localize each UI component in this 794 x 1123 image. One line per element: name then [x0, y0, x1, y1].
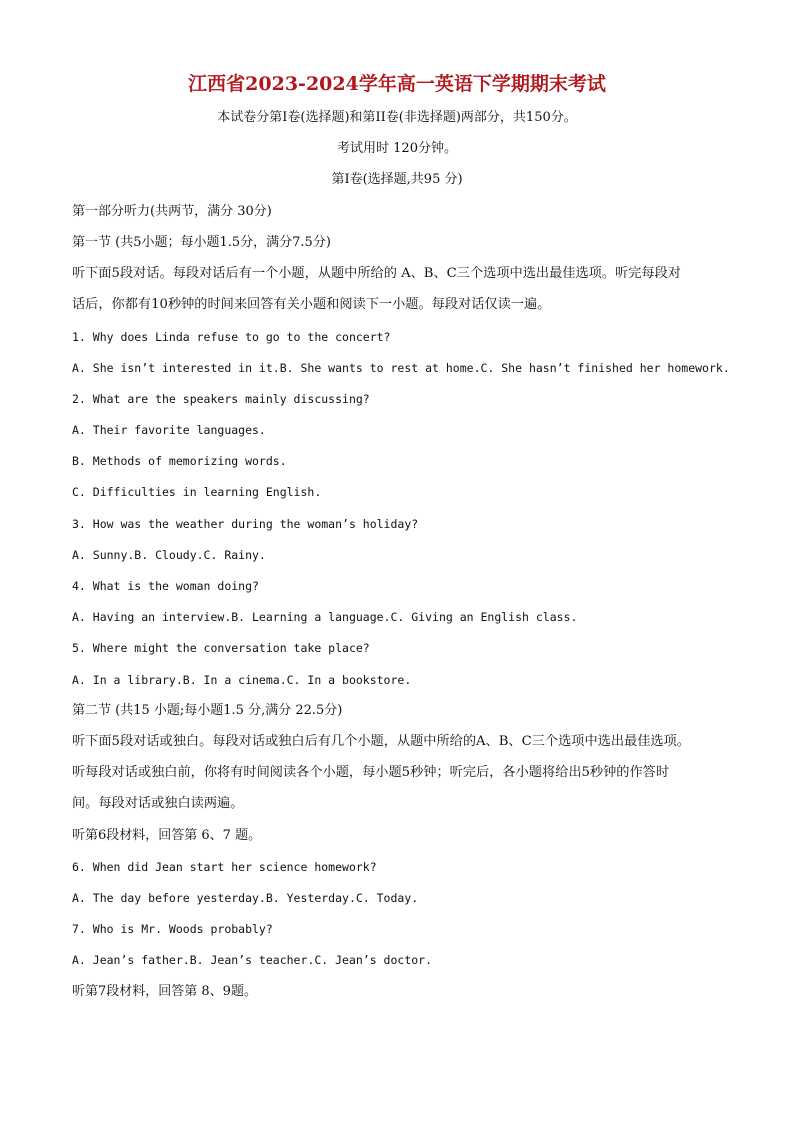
question-3: 3. How was the weather during the woman’s holiday?	[72, 517, 419, 531]
exam-intro-parts: 本试卷分第I卷(选择题)和第II卷(非选择题)两部分，共150分。	[217, 110, 577, 125]
question-5: 5. Where might the conversation take place?	[72, 641, 370, 655]
section-one-instructions: 听下面5段对话。每段对话后有一个小题，从题中所给的 A、B、C三个选项中选出最佳选项。听完每段对	[72, 266, 681, 281]
section-two-heading: 第二节 (共15 小题;每小题1.5 分,满分 22.5分)	[72, 703, 343, 718]
question-2-option-a: A. Their favorite languages.	[72, 423, 266, 437]
section-one-heading: 第一节 (共5小题；每小题1.5分，满分7.5分)	[72, 235, 331, 250]
material-7-heading: 听第7段材料，回答第 8、9题。	[72, 984, 257, 999]
section-two-instructions-end: 间。每段对话或独白读两遍。	[72, 796, 244, 811]
question-6-options: A. The day before yesterday.B. Yesterday.C. Today.	[72, 891, 419, 905]
material-6-heading: 听第6段材料，回答第 6、7 题。	[72, 828, 262, 843]
question-1: 1. Why does Linda refuse to go to the concert?	[72, 330, 391, 344]
question-2: 2. What are the speakers mainly discussing?	[72, 392, 370, 406]
section-one-instructions-cont: 话后，你都有10秒钟的时间来回答有关小题和阅读下一小题。每段对话仅读一遍。	[72, 297, 551, 312]
question-2-option-c: C. Difficulties in learning English.	[72, 485, 322, 499]
question-7: 7. Who is Mr. Woods probably?	[72, 922, 273, 936]
part-one-heading: 第一部分听力(共两节，满分 30分)	[72, 204, 272, 219]
question-4: 4. What is the woman doing?	[72, 579, 259, 593]
question-4-options: A. Having an interview.B. Learning a language.C. Giving an English class.	[72, 610, 578, 624]
question-2-option-b: B. Methods of memorizing words.	[72, 454, 287, 468]
question-6: 6. When did Jean start her science homework?	[72, 860, 377, 874]
question-3-options: A. Sunny.B. Cloudy.C. Rainy.	[72, 548, 266, 562]
exam-intro-duration: 考试用时 120分钟。	[337, 141, 457, 156]
section-two-instructions-cont: 听每段对话或独白前，你将有时间阅读各个小题，每小题5秒钟；听完后，各小题将给出5秒钟的作答时	[72, 765, 670, 780]
section-two-instructions: 听下面5段对话或独白。每段对话或独白后有几个小题，从题中所给的A、B、C三个选项中选出最佳选项。	[72, 734, 690, 749]
question-7-options: A. Jean’s father.B. Jean’s teacher.C. Jean’s doctor.	[72, 953, 433, 967]
exam-title: 江西省2023-2024学年高一英语下学期期末考试	[188, 73, 606, 95]
volume-one-heading: 第I卷(选择题,共95 分)	[331, 172, 463, 187]
question-1-options: A. She isn’t interested in it.B. She wants to rest at home.C. She hasn’t finished her homework.	[72, 361, 730, 375]
question-5-options: A. In a library.B. In a cinema.C. In a bookstore.	[72, 673, 412, 687]
